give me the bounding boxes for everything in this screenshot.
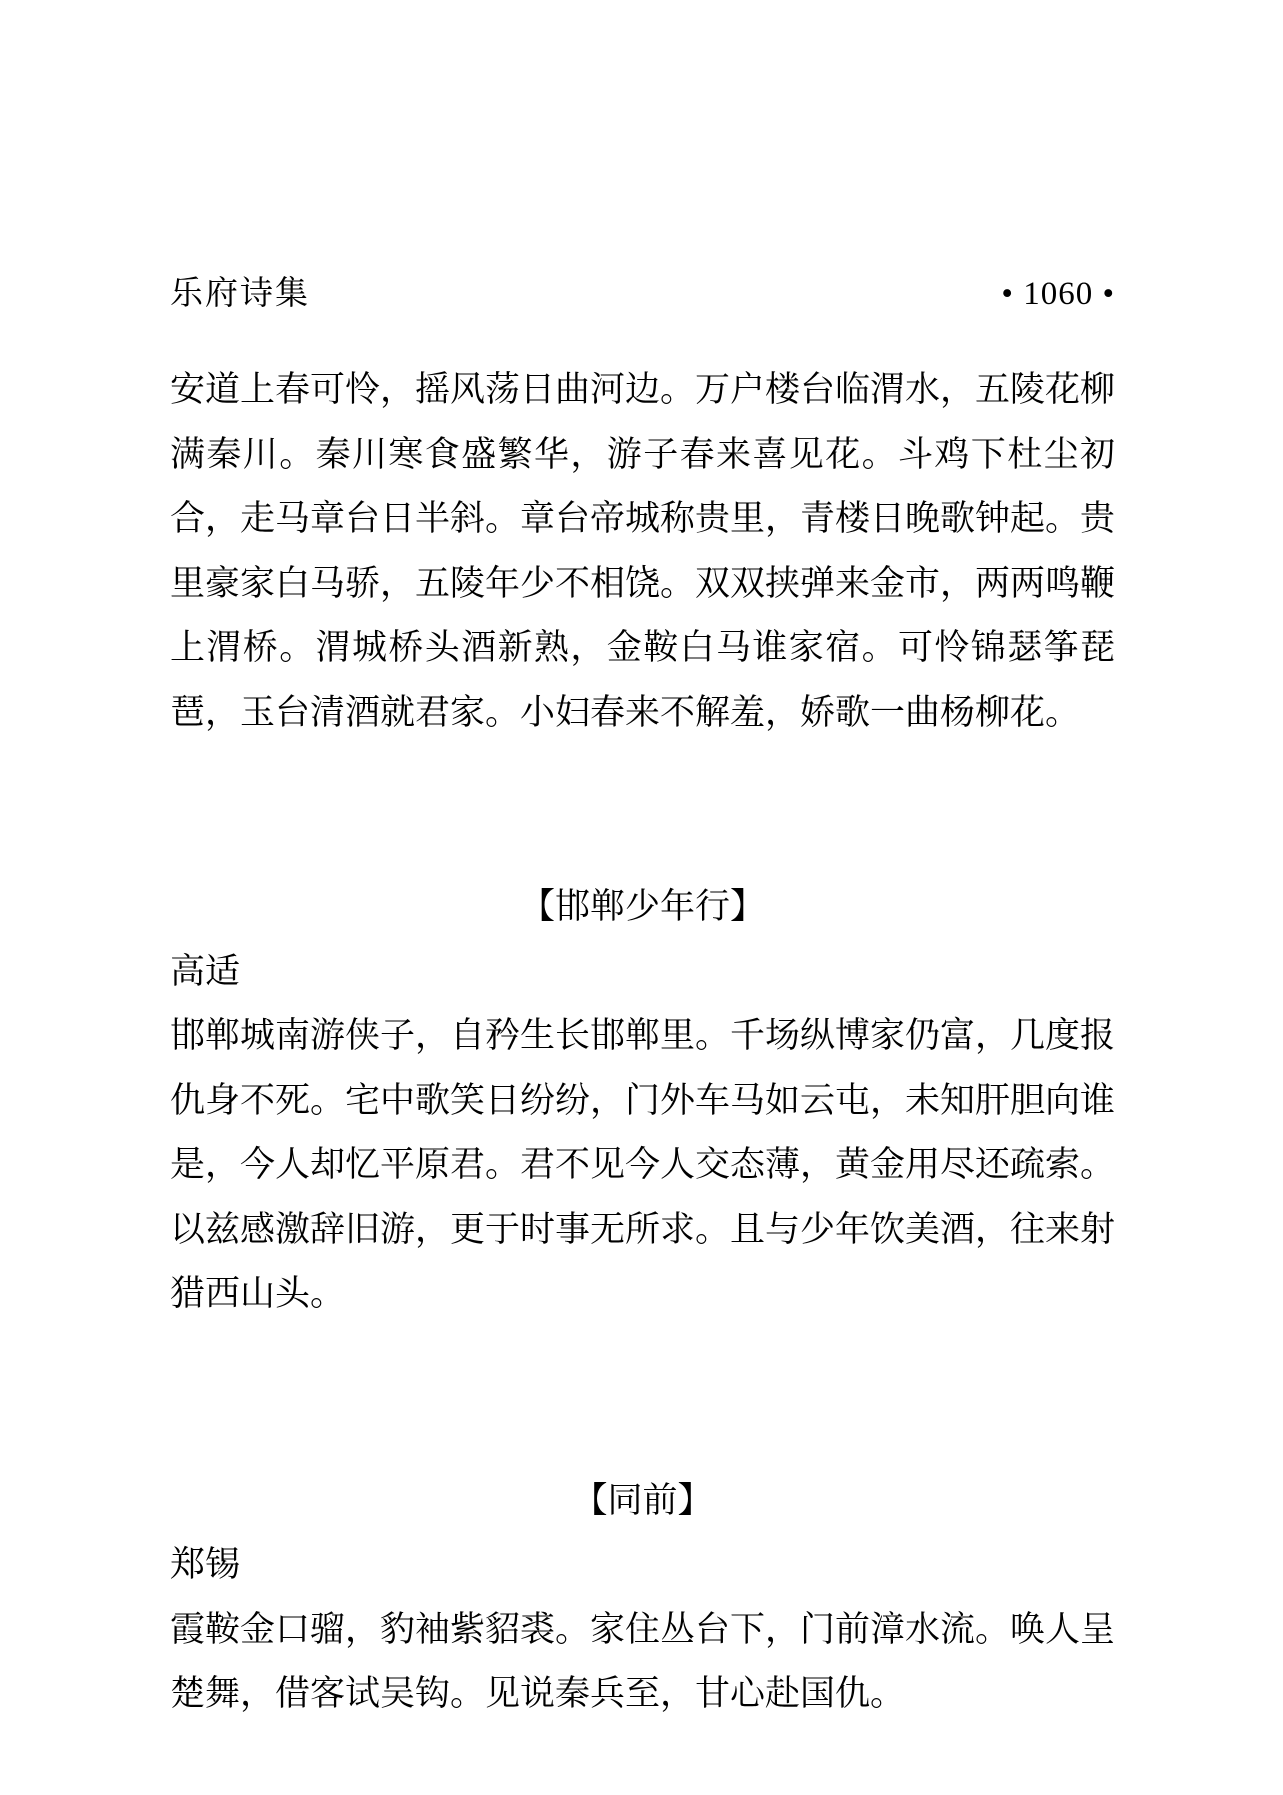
page-number: • 1060 • <box>1001 276 1115 312</box>
poem-author: 郑锡 <box>170 1545 241 1584</box>
poem-title: 【邯郸少年行】 <box>519 887 765 926</box>
book-title: 乐府诗集 <box>170 276 310 312</box>
poem-continuation-text: 安道上春可怜，摇风荡日曲河边。万户楼台临渭水，五陵花柳满秦川。秦川寒食盛繁华，游子春来喜见花。斗鸡下杜尘初合，走马章台日半斜。章台帝城称贵里，青楼日晚歌钟起。贵里豪家白马骄，五陵年少不相饶。双双挟弹来金市，两两鸣鞭上渭桥。渭城桥头酒新熟，金鞍白马谁家宿。可怜锦瑟筝琵琶，玉台清酒就君家。小妇春来不解羞，娇歌一曲杨柳花。 <box>170 370 1116 732</box>
poem-section-tongqian <box>170 1469 1115 1727</box>
poem-section-handan-shaonian-xing <box>170 875 1115 1327</box>
poem-text: 邯郸城南游侠子，自矜生长邯郸里。千场纵博家仍富，几度报仇身不死。宅中歌笑日纷纷，门外车马如云屯，未知肝胆向谁是，今人却忆平原君。君不见今人交态薄，黄金用尽还疏索。以兹感激辞旧游，更于时事无所求。且与少年饮美酒，往来射猎西山头。 <box>170 1016 1116 1313</box>
poem-author: 高适 <box>170 951 241 991</box>
poem-text: 霞鞍金口骝，豹袖紫貂裘。家住丛台下，门前漳水流。唤人呈楚舞，借客试吴钩。见说秦兵至，甘心赴国仇。 <box>170 1609 1116 1713</box>
poem-title: 【同前】 <box>572 1480 713 1520</box>
page-header <box>170 272 1115 316</box>
